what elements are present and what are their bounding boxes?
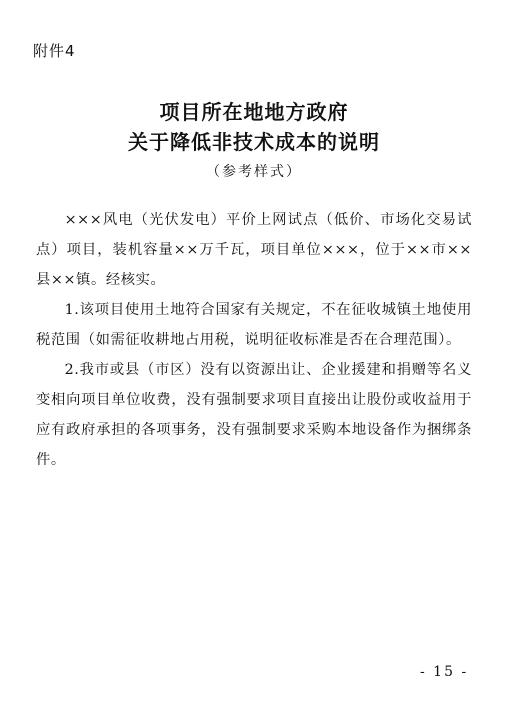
document-body xyxy=(36,205,472,475)
attachment-label: 附件4 xyxy=(33,42,76,60)
subtitle: （参考样式） xyxy=(206,164,302,180)
paragraph-item-2: 2.我市或县（市区）没有以资源出让、企业援建和捐赠等名义变相向项目单位收费，没有强制要求项目直接出让股份或收益用于应有政府承担的各项事务，没有强制要求采购本地设备作为捆绑条件。 xyxy=(36,362,472,468)
title-line-2: 关于降低非技术成本的说明 xyxy=(128,130,380,154)
title-line-1: 项目所在地地方政府 xyxy=(159,100,349,124)
paragraph-item-1: 1.该项目使用土地符合国家有关规定，不在征收城镇土地使用税范围（如需征收耕地占用税，说明征收标准是否在合理范围）。 xyxy=(36,302,472,348)
page-number: - 15 - xyxy=(420,664,469,680)
paragraph-intro: ×××风电（光伏发电）平价上网试点（低价、市场化交易试点）项目，装机容量××万千瓦，项目单位×××，位于××市××县××镇。经核实。 xyxy=(36,212,472,288)
